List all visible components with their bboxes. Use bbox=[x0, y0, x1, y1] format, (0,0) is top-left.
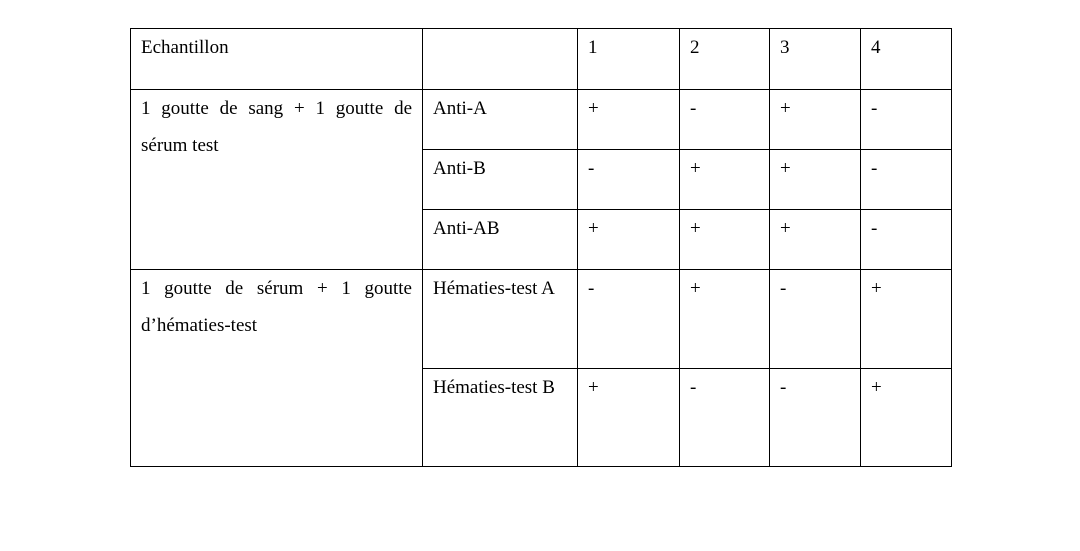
reagent-cell: Anti-A bbox=[423, 90, 578, 150]
result-cell: + bbox=[770, 210, 861, 270]
result-cell: - bbox=[770, 369, 861, 467]
result-cell: - bbox=[861, 90, 952, 150]
header-column-1: 1 bbox=[578, 29, 680, 90]
result-cell: + bbox=[578, 210, 680, 270]
result-cell: + bbox=[680, 150, 770, 210]
sample-cell-serum-red-cells: 1 goutte de sérum + 1 goutte d’hématies-test bbox=[131, 270, 423, 467]
result-cell: + bbox=[861, 369, 952, 467]
reagent-cell: Anti-B bbox=[423, 150, 578, 210]
header-reagent-cell bbox=[423, 29, 578, 90]
table-row bbox=[131, 90, 952, 150]
result-cell: - bbox=[861, 150, 952, 210]
result-cell: + bbox=[770, 90, 861, 150]
result-cell: + bbox=[680, 270, 770, 369]
reagent-cell: Hématies-test A bbox=[423, 270, 578, 369]
sample-cell-blood-serum: 1 goutte de sang + 1 goutte de sérum test bbox=[131, 90, 423, 270]
result-cell: - bbox=[578, 270, 680, 369]
result-cell: + bbox=[680, 210, 770, 270]
result-cell: - bbox=[680, 90, 770, 150]
reagent-cell: Anti-AB bbox=[423, 210, 578, 270]
reagent-cell: Hématies-test B bbox=[423, 369, 578, 467]
result-cell: + bbox=[578, 90, 680, 150]
header-column-2: 2 bbox=[680, 29, 770, 90]
result-cell: + bbox=[770, 150, 861, 210]
result-cell: + bbox=[861, 270, 952, 369]
header-row bbox=[131, 29, 952, 90]
blood-typing-table bbox=[130, 28, 952, 467]
result-cell: - bbox=[680, 369, 770, 467]
header-column-3: 3 bbox=[770, 29, 861, 90]
result-cell: - bbox=[861, 210, 952, 270]
result-cell: + bbox=[578, 369, 680, 467]
header-sample-cell: Echantillon bbox=[131, 29, 423, 90]
table-row bbox=[131, 270, 952, 369]
result-cell: - bbox=[578, 150, 680, 210]
header-column-4: 4 bbox=[861, 29, 952, 90]
result-cell: - bbox=[770, 270, 861, 369]
